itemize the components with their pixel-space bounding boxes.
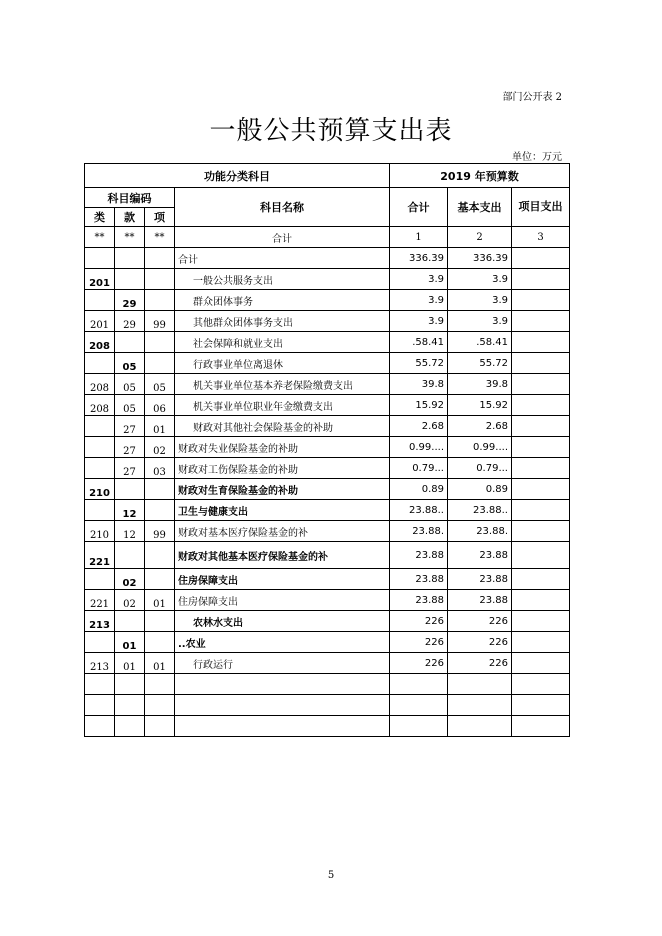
cell-project	[512, 479, 570, 500]
document-label: 部门公开表 2	[502, 92, 562, 103]
table-body	[85, 248, 570, 737]
cell-basic: 23.88.	[448, 521, 512, 542]
cell-name	[175, 695, 390, 716]
cell-total: 0.89	[390, 479, 448, 500]
cell-lei	[85, 716, 115, 737]
subheader-name: 合计	[175, 227, 390, 248]
cell-xiang: 05	[145, 374, 175, 395]
cell-basic: .58.41	[448, 332, 512, 353]
table-row	[85, 590, 570, 611]
cell-xiang: 01	[145, 416, 175, 437]
header-basic: 基本支出	[448, 188, 512, 227]
cell-xiang	[145, 542, 175, 569]
cell-total: 336.39	[390, 248, 448, 269]
cell-project	[512, 521, 570, 542]
cell-kuan: 01	[115, 632, 145, 653]
cell-project	[512, 416, 570, 437]
cell-basic: 336.39	[448, 248, 512, 269]
cell-basic: 39.8	[448, 374, 512, 395]
cell-xiang: 01	[145, 653, 175, 674]
cell-kuan: 12	[115, 500, 145, 521]
cell-xiang	[145, 479, 175, 500]
subheader-n3: 3	[512, 227, 570, 248]
cell-basic	[448, 695, 512, 716]
cell-project	[512, 248, 570, 269]
cell-basic: 226	[448, 632, 512, 653]
cell-kuan: 02	[115, 590, 145, 611]
cell-xiang	[145, 500, 175, 521]
cell-xiang	[145, 269, 175, 290]
cell-kuan: 05	[115, 374, 145, 395]
cell-name	[175, 674, 390, 695]
subheader-c: **	[145, 227, 175, 248]
table-row	[85, 311, 570, 332]
cell-name: 财政对其他社会保险基金的补助	[175, 416, 390, 437]
cell-total: 0.99....	[390, 437, 448, 458]
table-row	[85, 395, 570, 416]
cell-kuan: 01	[115, 653, 145, 674]
cell-lei	[85, 458, 115, 479]
table-row	[85, 674, 570, 695]
table-row	[85, 353, 570, 374]
cell-lei: 221	[85, 590, 115, 611]
cell-name: 住房保障支出	[175, 569, 390, 590]
cell-kuan: 29	[115, 311, 145, 332]
cell-basic	[448, 674, 512, 695]
cell-name: 财政对工伤保险基金的补助	[175, 458, 390, 479]
cell-xiang: 99	[145, 521, 175, 542]
cell-lei: 201	[85, 311, 115, 332]
cell-basic: 0.99....	[448, 437, 512, 458]
cell-kuan	[115, 269, 145, 290]
cell-lei: 208	[85, 395, 115, 416]
cell-basic: 23.88..	[448, 500, 512, 521]
cell-total: .58.41	[390, 332, 448, 353]
cell-kuan: 12	[115, 521, 145, 542]
cell-kuan	[115, 542, 145, 569]
cell-lei: 213	[85, 653, 115, 674]
table-row	[85, 437, 570, 458]
header-budget-year: 2019 年预算数	[390, 164, 570, 188]
table-row	[85, 542, 570, 569]
table-row	[85, 332, 570, 353]
cell-kuan	[115, 611, 145, 632]
subheader-n2: 2	[448, 227, 512, 248]
cell-name: 行政事业单位离退休	[175, 353, 390, 374]
cell-xiang	[145, 290, 175, 311]
cell-xiang	[145, 353, 175, 374]
table-row	[85, 653, 570, 674]
cell-lei	[85, 695, 115, 716]
cell-project	[512, 353, 570, 374]
cell-xiang: 03	[145, 458, 175, 479]
cell-total	[390, 695, 448, 716]
cell-project	[512, 290, 570, 311]
cell-total: 2.68	[390, 416, 448, 437]
cell-name: 群众团体事务	[175, 290, 390, 311]
cell-lei	[85, 416, 115, 437]
cell-project	[512, 611, 570, 632]
cell-total: 3.9	[390, 311, 448, 332]
table-row	[85, 521, 570, 542]
cell-name: ..农业	[175, 632, 390, 653]
table-row	[85, 569, 570, 590]
cell-basic: 0.89	[448, 479, 512, 500]
header-xiang: 项	[145, 208, 175, 227]
cell-total: 55.72	[390, 353, 448, 374]
cell-kuan	[115, 695, 145, 716]
cell-project	[512, 374, 570, 395]
cell-name: 农林水支出	[175, 611, 390, 632]
cell-basic: 23.88	[448, 590, 512, 611]
cell-total: 23.88	[390, 590, 448, 611]
table-row	[85, 248, 570, 269]
cell-kuan: 29	[115, 290, 145, 311]
header-lei: 类	[85, 208, 115, 227]
cell-total	[390, 716, 448, 737]
budget-table	[84, 163, 570, 737]
cell-lei	[85, 353, 115, 374]
table-row	[85, 479, 570, 500]
cell-project	[512, 311, 570, 332]
cell-project	[512, 395, 570, 416]
cell-project	[512, 458, 570, 479]
table-row	[85, 458, 570, 479]
cell-xiang: 01	[145, 590, 175, 611]
cell-project	[512, 569, 570, 590]
cell-basic: 226	[448, 611, 512, 632]
table-row	[85, 374, 570, 395]
table-row	[85, 416, 570, 437]
cell-total: 226	[390, 632, 448, 653]
cell-basic: 15.92	[448, 395, 512, 416]
table-row	[85, 716, 570, 737]
subheader-b: **	[115, 227, 145, 248]
cell-name: 行政运行	[175, 653, 390, 674]
cell-basic: 226	[448, 653, 512, 674]
cell-lei	[85, 248, 115, 269]
cell-total: 3.9	[390, 269, 448, 290]
cell-total: 15.92	[390, 395, 448, 416]
table-row	[85, 695, 570, 716]
cell-basic: 2.68	[448, 416, 512, 437]
cell-kuan: 02	[115, 569, 145, 590]
cell-kuan: 05	[115, 353, 145, 374]
table-row	[85, 500, 570, 521]
cell-kuan: 27	[115, 437, 145, 458]
cell-lei	[85, 632, 115, 653]
cell-total: 23.88.	[390, 521, 448, 542]
cell-xiang	[145, 332, 175, 353]
cell-lei: 221	[85, 542, 115, 569]
cell-total: 23.88	[390, 542, 448, 569]
cell-name: 卫生与健康支出	[175, 500, 390, 521]
cell-lei	[85, 290, 115, 311]
cell-name: 财政对其他基本医疗保险基金的补	[175, 542, 390, 569]
cell-name: 其他群众团体事务支出	[175, 311, 390, 332]
cell-project	[512, 653, 570, 674]
cell-project	[512, 269, 570, 290]
header-func-category: 功能分类科目	[85, 164, 390, 188]
cell-basic: 3.9	[448, 290, 512, 311]
cell-lei	[85, 569, 115, 590]
header-name: 科目名称	[175, 188, 390, 227]
cell-total: 0.79...	[390, 458, 448, 479]
cell-total: 39.8	[390, 374, 448, 395]
cell-lei: 208	[85, 332, 115, 353]
cell-project	[512, 590, 570, 611]
cell-lei	[85, 500, 115, 521]
cell-lei	[85, 674, 115, 695]
cell-project	[512, 632, 570, 653]
cell-name: 社会保障和就业支出	[175, 332, 390, 353]
cell-name: 财政对基本医疗保险基金的补	[175, 521, 390, 542]
unit-label: 单位：万元	[512, 152, 562, 163]
cell-xiang: 99	[145, 311, 175, 332]
header-project: 项目支出	[512, 188, 570, 227]
table-row	[85, 269, 570, 290]
cell-basic: 23.88	[448, 542, 512, 569]
cell-total: 23.88	[390, 569, 448, 590]
cell-project	[512, 674, 570, 695]
cell-xiang	[145, 695, 175, 716]
cell-name	[175, 716, 390, 737]
table-row	[85, 632, 570, 653]
cell-total: 3.9	[390, 290, 448, 311]
cell-xiang	[145, 674, 175, 695]
cell-name: 一般公共服务支出	[175, 269, 390, 290]
cell-project	[512, 695, 570, 716]
cell-lei: 201	[85, 269, 115, 290]
cell-xiang	[145, 248, 175, 269]
cell-name: 财政对失业保险基金的补助	[175, 437, 390, 458]
cell-name: 财政对生育保险基金的补助	[175, 479, 390, 500]
cell-basic: 23.88	[448, 569, 512, 590]
header-kuan: 款	[115, 208, 145, 227]
cell-total: 23.88..	[390, 500, 448, 521]
cell-xiang	[145, 632, 175, 653]
cell-project	[512, 332, 570, 353]
cell-xiang: 02	[145, 437, 175, 458]
cell-kuan	[115, 674, 145, 695]
cell-basic	[448, 716, 512, 737]
header-code: 科目编码	[85, 188, 175, 208]
cell-kuan	[115, 248, 145, 269]
cell-project	[512, 500, 570, 521]
cell-xiang	[145, 569, 175, 590]
cell-project	[512, 542, 570, 569]
cell-total: 226	[390, 611, 448, 632]
cell-kuan	[115, 332, 145, 353]
cell-kuan	[115, 716, 145, 737]
cell-lei	[85, 437, 115, 458]
cell-name: 机关事业单位职业年金缴费支出	[175, 395, 390, 416]
cell-total	[390, 674, 448, 695]
cell-lei: 210	[85, 521, 115, 542]
cell-kuan	[115, 479, 145, 500]
subheader-a: **	[85, 227, 115, 248]
cell-xiang	[145, 611, 175, 632]
cell-project	[512, 716, 570, 737]
page-number: 5	[327, 870, 335, 881]
cell-lei: 208	[85, 374, 115, 395]
header-total: 合计	[390, 188, 448, 227]
cell-xiang: 06	[145, 395, 175, 416]
cell-name: 合计	[175, 248, 390, 269]
cell-basic: 55.72	[448, 353, 512, 374]
cell-kuan: 27	[115, 458, 145, 479]
cell-basic: 3.9	[448, 311, 512, 332]
cell-xiang	[145, 716, 175, 737]
cell-name: 住房保障支出	[175, 590, 390, 611]
cell-kuan: 05	[115, 395, 145, 416]
subheader-n1: 1	[390, 227, 448, 248]
cell-total: 226	[390, 653, 448, 674]
cell-project	[512, 437, 570, 458]
cell-basic: 0.79...	[448, 458, 512, 479]
page-title: 一般公共预算支出表	[209, 116, 453, 146]
cell-lei: 213	[85, 611, 115, 632]
cell-lei: 210	[85, 479, 115, 500]
cell-kuan: 27	[115, 416, 145, 437]
cell-name: 机关事业单位基本养老保险缴费支出	[175, 374, 390, 395]
table-row	[85, 290, 570, 311]
table-row	[85, 611, 570, 632]
cell-basic: 3.9	[448, 269, 512, 290]
